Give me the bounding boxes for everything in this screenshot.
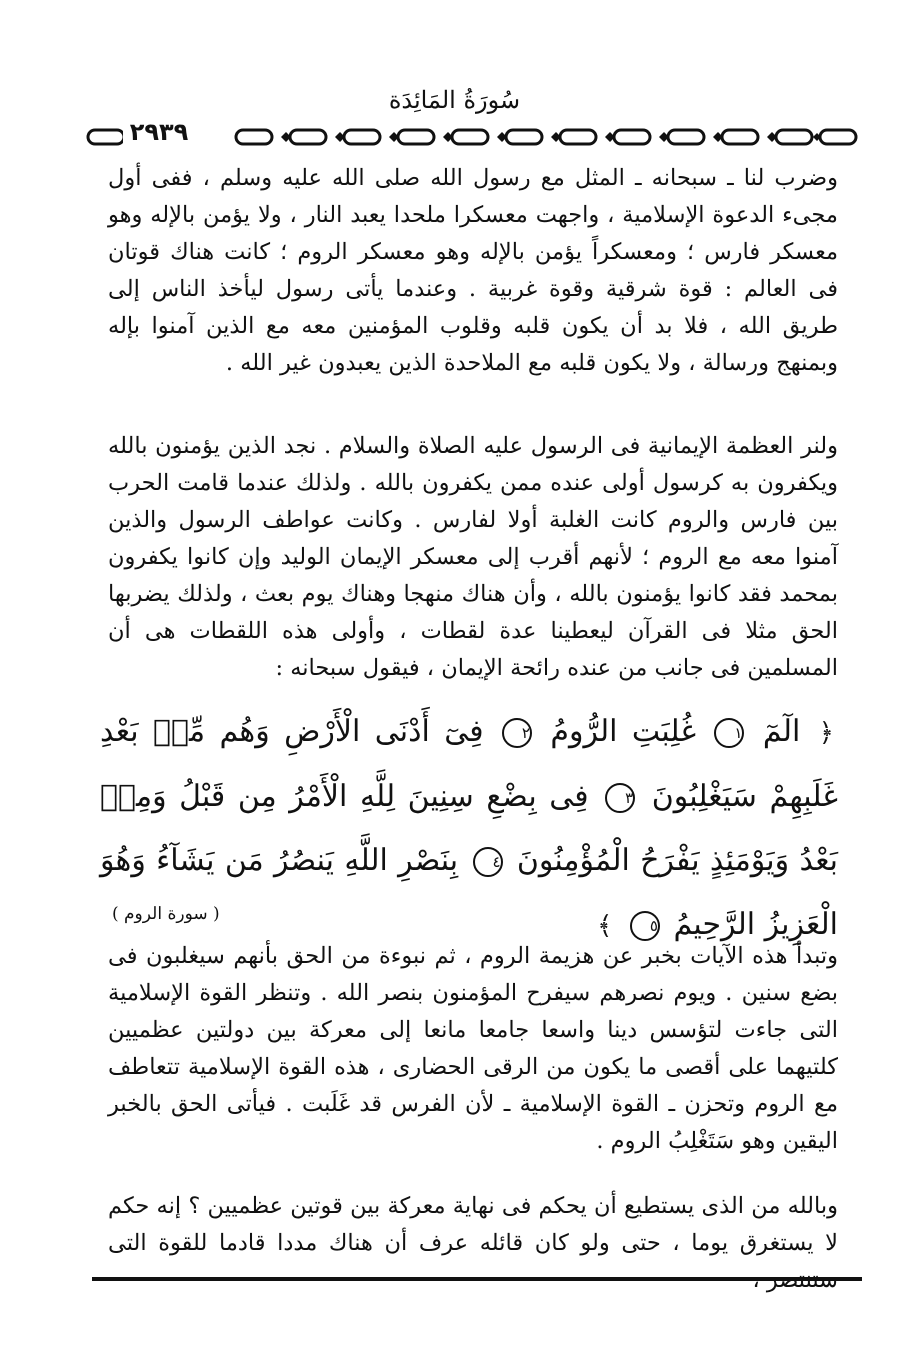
- footer-rule: [92, 1277, 862, 1281]
- paragraph-3: وتبدأ هذه الآيات بخبر عن هزيمة الروم ، ثم نبوءة من الحق بأنهم سيغلبون فى بضع سنين . ويوم نصرهم سيفرح المؤمنون بنصر الله . وتنظر القوة الإسلامية التى جاءت لتؤسس دينا واسعا جامعا مانعا إلى معركة بين دولتين عظميين كلتيهما على أقصى ما يكون من الرقى الحضارى ، هذه القوة الإسلامية تتعاطف مع الروم وتحزن ـ القوة الإسلامية ـ لأن الفرس قد غَلَبت . فيأتى الحق بالخبر اليقين وهو سَتَغْلِبُ الروم .: [108, 943, 838, 1154]
- ornamental-header-chain: [86, 122, 858, 152]
- quran-close-bracket: ﴾: [597, 911, 613, 941]
- page-number: ٢٩٣٩: [123, 118, 195, 146]
- quran-verse-text: فِىٓ أَدْنَى الْأَرْضِ وَهُم مِّنۢ بَعْدِ غَلَبِهِمْ سَيَغْلِبُونَ: [100, 714, 838, 814]
- ayah-number-marker: ٥: [630, 911, 660, 941]
- quran-verse-text: الٓمٓ: [762, 714, 801, 749]
- ayah-number-marker: ٢: [502, 718, 532, 748]
- quran-verse-text: بِنَصْرِ اللَّهِ يَنصُرُ مَن يَشَآءُ وَهُوَ الْعَزِيزُ الرَّحِيمُ: [100, 843, 838, 942]
- paragraph-4: وبالله من الذى يستطيع أن يحكم فى نهاية معركة بين قوتين عظميين ؟ إنه حكم لا يستغرق يوما ، حتى ولو كان قائله عرف أن هناك مددا قادما للقوة التى: [108, 1193, 838, 1256]
- paragraph-1: وضرب لنا ـ سبحانه ـ المثل مع رسول الله صلى الله عليه وسلم ، ففى أول مجىء الدعوة الإسلامية ، واجهت معسكرا ملحدا يعبد النار ، ولا يؤمن بالإله وهو معسكر فارس ؛ ومعسكراً يؤمن بالإله وهو معسكر الروم ؛ كانت هناك قوتان فى العالم : قوة شرقية وقوة غربية . وعندما يأتى رسول ليأخذ الناس إلى طريق الله ، فلا بد أن يكون قلبه وقلوب المؤمنين معه مع الذين آمنوا بإله وبمنهج ورسالة ، ولا يكون قلبه مع الملاحدة الذين يعبدون غير الله .: [108, 165, 838, 376]
- ayah-number-marker: ١: [714, 718, 744, 748]
- paragraph-2: ولنر العظمة الإيمانية فى الرسول عليه الصلاة والسلام . نجد الذين يؤمنون بالله ويكفرون به كرسول أولى عنده ممن يكفرون بالله . ولذلك عندما قامت الحرب بين فارس والروم كانت الغلبة أولا لفارس . وكانت عواطف الرسول والذين آمنوا معه مع الروم ؛ لأنهم أقرب إلى معسكر الإيمان الوليد وإن كانوا يكفرون بمحمد فقد كانوا يؤمنون بالله ، وأن هناك منهجا وهناك يوم بعث ، ولذلك يضربها الحق مثلا فى القرآن ليعطينا عدة لقطات ، وأولى هذه اللقطات هى أن المسلمين فى جانب من عنده رائحة الإيمان ، فيقول سبحانه :: [108, 433, 838, 681]
- quran-verse-text: غُلِبَتِ الرُّومُ: [550, 714, 697, 749]
- ayah-number-marker: ٤: [473, 847, 503, 877]
- quran-verse-text: فِى بِضْعِ سِنِينَ لِلَّهِ الْأَمْرُ مِن قَبْلُ وَمِنۢ بَعْدُ وَيَوْمَئِذٍ يَفْرَحُ الْمُؤْمِنُونَ: [100, 779, 839, 878]
- surah-title: سُورَةُ المَائِدَة: [388, 86, 521, 114]
- quran-open-bracket: ﴿: [818, 718, 834, 748]
- quran-source-citation: ( سورة الروم ): [112, 904, 220, 924]
- ayah-number-marker: ٣: [605, 783, 635, 813]
